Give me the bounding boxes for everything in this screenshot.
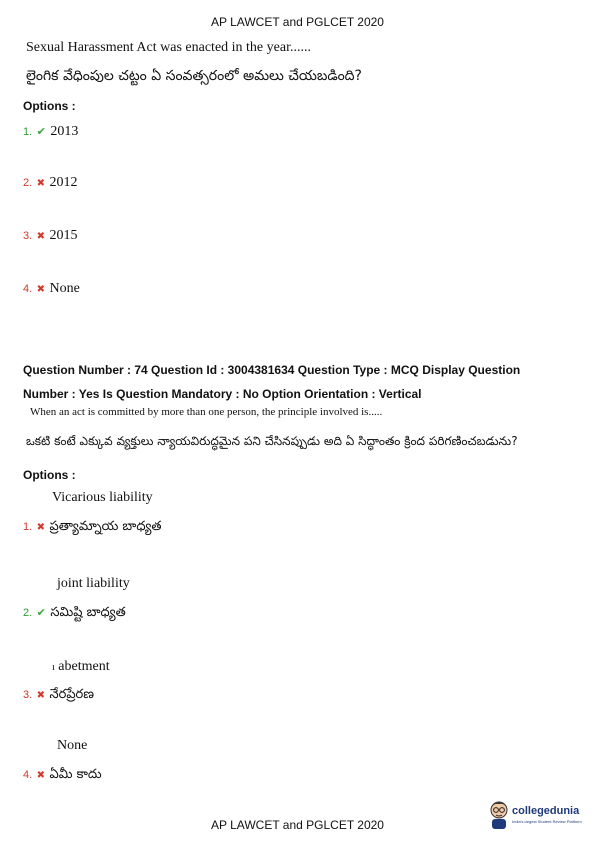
question-2-text-te: ఒకటి కంటే ఎక్కువ వ్యక్తులు న్యాయవిరుద్ధమైన పని చేసినప్పుడు అది ఏ సిద్ధాంతం క్రింద పరిగణించబడును? xyxy=(26,434,518,448)
option-text: 2012 xyxy=(49,175,78,190)
option-text: 2015 xyxy=(49,228,78,243)
logo-tagline: India's largest Student Review Platform xyxy=(512,819,582,824)
question-1-text-en: Sexual Harassment Act was enacted in the year...... xyxy=(26,40,311,55)
option-number: 4. xyxy=(23,769,33,781)
cross-icon: ✖ xyxy=(36,231,46,242)
question-1-text-te: లైంగిక వేధింపుల చట్టం ఏ సంవత్సరంలో అమలు చేయబడింది? xyxy=(26,68,362,84)
cross-icon: ✖ xyxy=(36,178,46,189)
question-2-option-4-text-en: None xyxy=(57,738,88,753)
question-2-option-3 xyxy=(23,685,94,705)
option-number: 3. xyxy=(23,689,33,701)
cross-icon: ✖ xyxy=(36,284,46,295)
option-number: 4. xyxy=(23,283,33,295)
option-text: None xyxy=(49,281,80,296)
question-2-option-1-text-en: Vicarious liability xyxy=(52,490,153,505)
option-text-te: ప్రత్యామ్నాయ బాధ్యత xyxy=(49,519,162,534)
option-text-te: నేరప్రేరణ xyxy=(49,687,95,702)
question-2-option-1 xyxy=(23,517,162,537)
option-number: 1. xyxy=(23,126,33,138)
question-2-option-4 xyxy=(23,765,102,785)
option-text: 2013 xyxy=(50,124,79,139)
question-2-option-3-text-en: ı abetment xyxy=(52,659,110,674)
question-1-options-label: Options : xyxy=(23,99,76,113)
option-number: 2. xyxy=(23,607,33,619)
cross-icon: ✖ xyxy=(36,522,46,533)
question-2-meta-line-1: Question Number : 74 Question Id : 3004381634 Question Type : MCQ Display Question xyxy=(23,363,521,377)
option-text-te: సమిష్టి బాధ్యత xyxy=(50,605,126,620)
question-2-text-en: When an act is committed by more than one person, the principle involved is..... xyxy=(30,406,383,418)
question-1-option-1 xyxy=(23,122,78,140)
question-2-options-label: Options : xyxy=(23,468,76,482)
question-1-option-4 xyxy=(23,279,80,297)
page-header: AP LAWCET and PGLCET 2020 xyxy=(211,15,384,29)
question-2-meta-line-2: Number : Yes Is Question Mandatory : No Option Orientation : Vertical xyxy=(23,387,422,401)
question-2-option-2 xyxy=(23,603,126,623)
page-footer: AP LAWCET and PGLCET 2020 xyxy=(211,818,384,832)
logo-wordmark: collegedunia xyxy=(512,805,580,817)
check-icon: ✔ xyxy=(36,126,46,138)
clipped-glyph: ı xyxy=(52,662,55,673)
option-text-te: ఏమీ కాదు xyxy=(49,767,102,782)
cross-icon: ✖ xyxy=(36,770,46,781)
question-1-option-2 xyxy=(23,173,77,191)
option-number: 3. xyxy=(23,230,33,242)
question-1-option-3 xyxy=(23,226,77,244)
check-icon: ✔ xyxy=(36,607,46,619)
option-number: 1. xyxy=(23,521,33,533)
option-number: 2. xyxy=(23,177,33,189)
cross-icon: ✖ xyxy=(36,690,46,701)
question-2-option-2-text-en: joint liability xyxy=(57,576,130,591)
